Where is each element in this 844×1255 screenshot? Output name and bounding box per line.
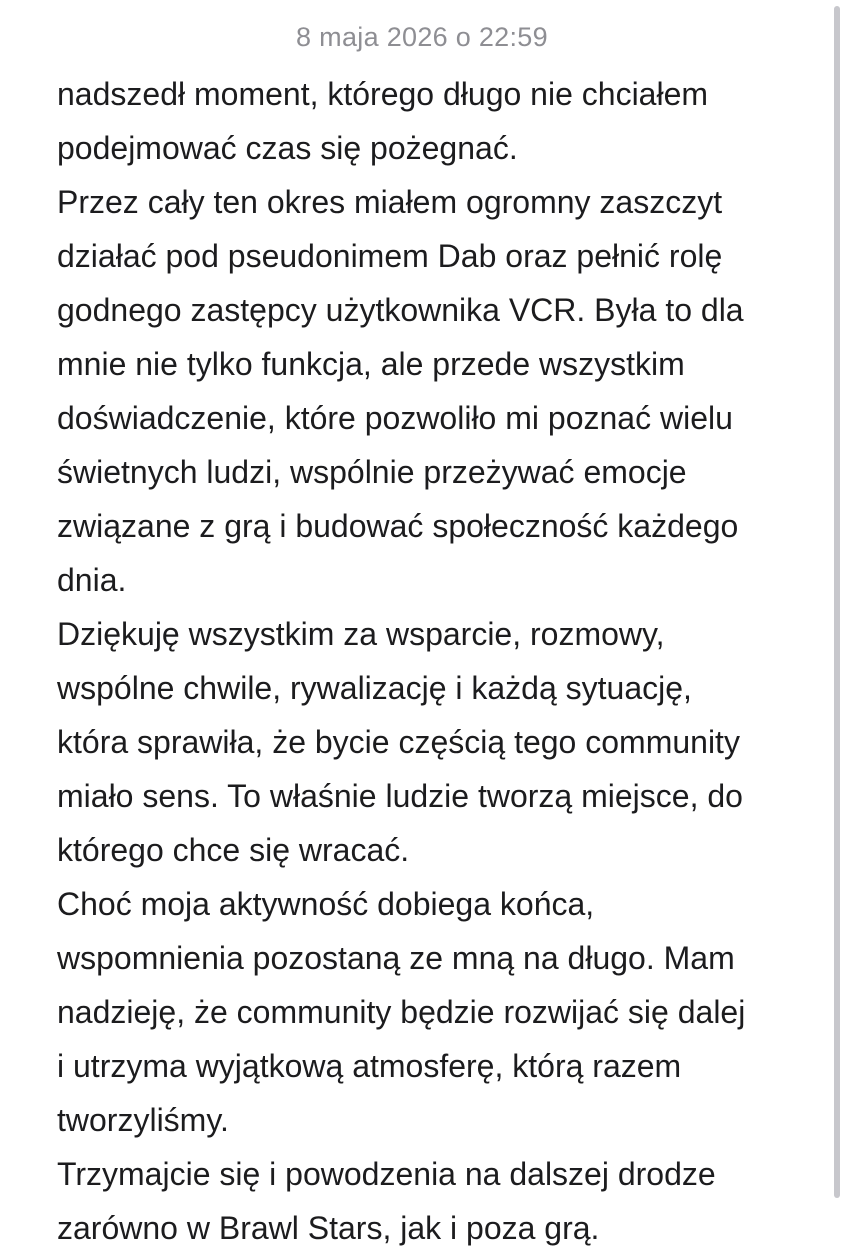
note-line: tworzyliśmy. <box>57 1102 229 1138</box>
note-line: nadszedł moment, którego długo nie chciałem <box>57 76 709 112</box>
note-line: która sprawiła, że bycie częścią tego community <box>57 724 740 760</box>
note-line: mnie nie tylko funkcja, ale przede wszystkim <box>57 346 685 382</box>
note-line: dnia. <box>57 562 127 598</box>
note-body[interactable] <box>57 67 837 1255</box>
note-line: wspomnienia pozostaną ze mną na długo. Mam <box>57 940 735 976</box>
note-line: świetnych ludzi, wspólnie przeżywać emocje <box>57 454 687 490</box>
note-line: nadzieję, że community będzie rozwijać się dalej <box>57 994 746 1030</box>
note-line: doświadczenie, które pozwoliło mi poznać wielu <box>57 400 733 436</box>
scrollbar-thumb[interactable] <box>834 6 840 1198</box>
note-line: którego chce się wracać. <box>57 832 410 868</box>
note-line: związane z grą i budować społeczność każdego <box>57 508 739 544</box>
note-line: Przez cały ten okres miałem ogromny zaszczyt <box>57 184 723 220</box>
note-line: zarówno w Brawl Stars, jak i poza grą. <box>57 1210 600 1246</box>
note-line: i utrzyma wyjątkową atmosferę, którą razem <box>57 1048 682 1084</box>
note-line: działać pod pseudonimem Dab oraz pełnić rolę <box>57 238 723 274</box>
note-line: Trzymajcie się i powodzenia na dalszej drodze <box>57 1156 716 1192</box>
note-line: Choć moja aktywność dobiega końca, <box>57 886 595 922</box>
note-line: godnego zastępcy użytkownika VCR. Była to dla <box>57 292 744 328</box>
scrollbar[interactable] <box>834 6 840 1198</box>
note-line: podejmować czas się pożegnać. <box>57 130 518 166</box>
note-line: miało sens. To właśnie ludzie tworzą miejsce, do <box>57 778 743 814</box>
note-line: Dziękuję wszystkim za wsparcie, rozmowy, <box>57 616 665 652</box>
note-line: wspólne chwile, rywalizację i każdą sytuację, <box>57 670 692 706</box>
note-timestamp: 8 maja 2026 o 22:59 <box>296 22 548 52</box>
